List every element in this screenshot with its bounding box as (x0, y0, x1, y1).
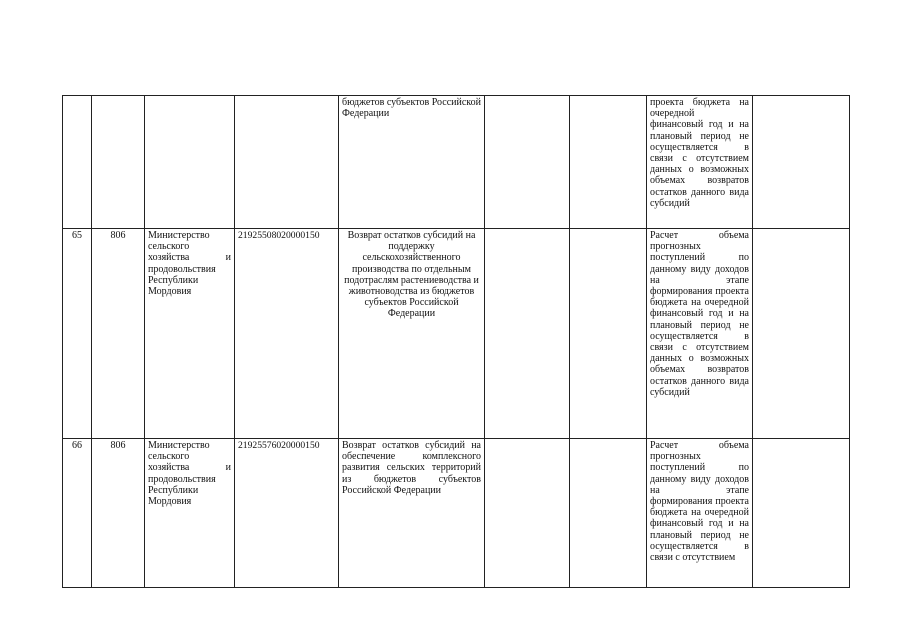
ministry-cell (145, 96, 235, 229)
row-number-cell: 66 (63, 439, 92, 588)
kbk-code-cell: 21925576020000150 (235, 439, 339, 588)
empty-cell (485, 229, 570, 439)
empty-cell (753, 439, 850, 588)
table-row (63, 439, 850, 588)
admin-code-cell: 806 (92, 439, 145, 588)
income-forecast-table (62, 95, 850, 588)
calculation-method-cell: Расчет объема прогнозных поступлений по данному виду доходов на этапе формирования проекта бюджета на очередной финансовый год и на плановый период не осуществляется в связи с отсутствием данных о возможных объемах возвратов остатков данного вида субсидий (647, 229, 753, 439)
income-description-cell: бюджетов субъектов Российской Федерации (339, 96, 485, 229)
income-description-cell: Возврат остатков субсидий на обеспечение комплексного развития сельских территорий из бюджетов субъектов Российской Федерации (339, 439, 485, 588)
empty-cell (570, 439, 647, 588)
kbk-code-cell (235, 96, 339, 229)
table-row (63, 229, 850, 439)
kbk-code-cell: 21925508020000150 (235, 229, 339, 439)
empty-cell (485, 439, 570, 588)
empty-cell (753, 229, 850, 439)
empty-cell (570, 96, 647, 229)
calculation-method-cell: Расчет объема прогнозных поступлений по данному виду доходов на этапе формирования проекта бюджета на очередной финансовый год и на плановый период не осуществляется в связи с отсутствием (647, 439, 753, 588)
admin-code-cell (92, 96, 145, 229)
income-description-cell: Возврат остатков субсидий на поддержку сельскохозяйственного производства по отдельным подотраслям растениеводства и животноводства из бюджетов субъектов Российской Федерации (339, 229, 485, 439)
ministry-cell: Министерство сельского хозяйства и продовольствия Республики Мордовия (145, 229, 235, 439)
empty-cell (753, 96, 850, 229)
admin-code-cell: 806 (92, 229, 145, 439)
empty-cell (485, 96, 570, 229)
row-number-cell: 65 (63, 229, 92, 439)
calculation-method-cell: проекта бюджета на очередной финансовый год и на плановый период не осуществляется в связи с отсутствием данных о возможных объемах возвратов остатков данного вида субсидий (647, 96, 753, 229)
row-number-cell (63, 96, 92, 229)
ministry-cell: Министерство сельского хозяйства и продовольствия Республики Мордовия (145, 439, 235, 588)
empty-cell (570, 229, 647, 439)
table-row (63, 96, 850, 229)
